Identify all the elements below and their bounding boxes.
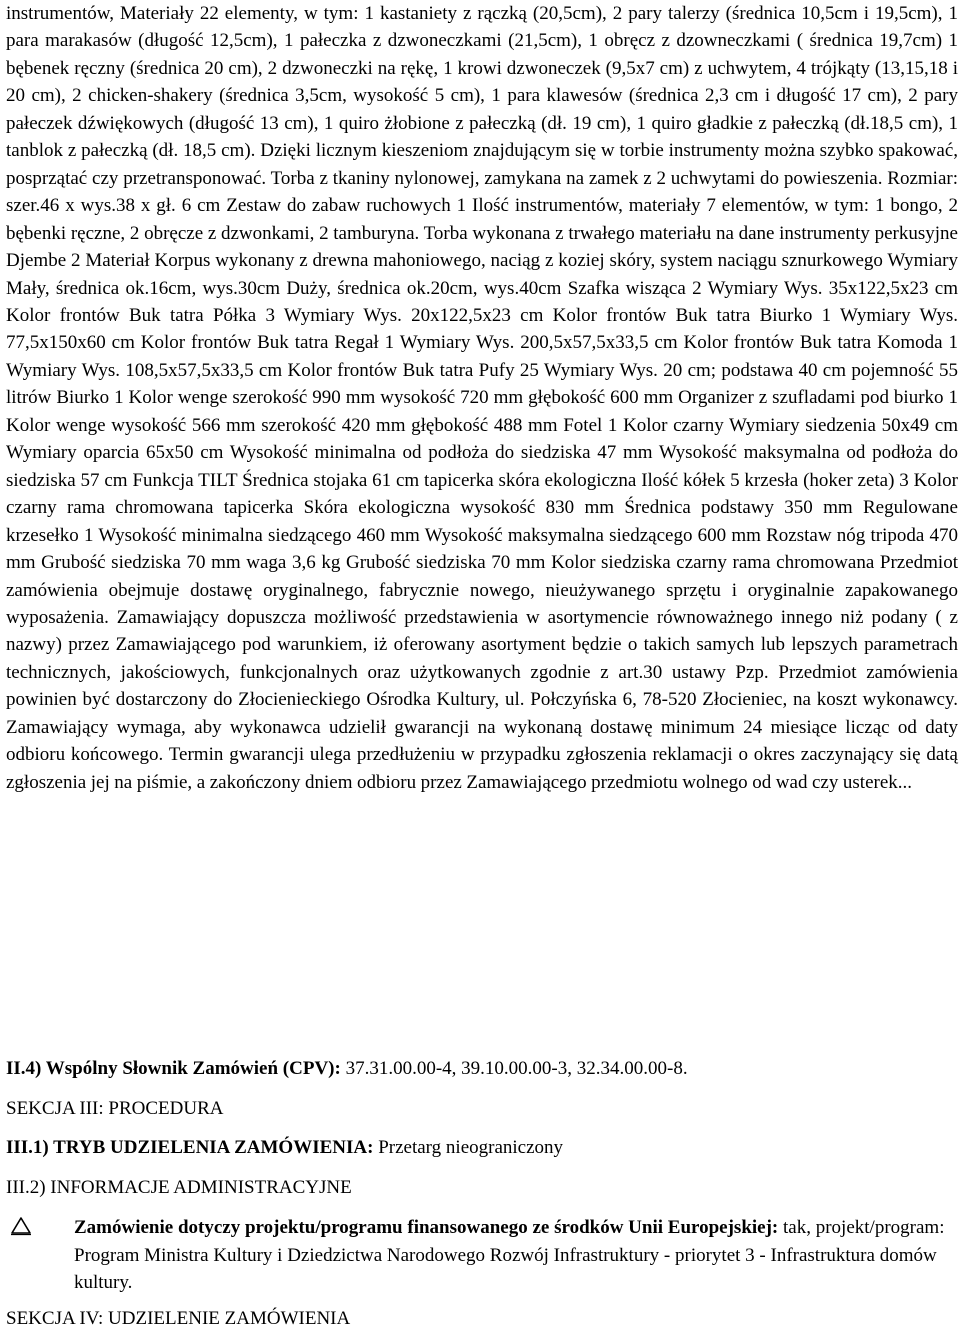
procedure-mode-value: Przetarg nieograniczony [373,1137,564,1158]
order-description-paragraph: instrumentów, Materiały 22 elementy, w tym: 1 kastaniety z rączką (20,5cm), 2 pary talerzy (średnica 10,5cm i 19,5cm), 1 para marakasów (długość 12,5cm), 1 pałeczka z dzwoneczkami (21,5cm), 1 obręcz z dzowneczkami ( średnica 19,7cm) 1 bębenek ręczny (średnica 20 cm), 2 dzwoneczki na rękę, 1 krowi dzwoneczek (9,5x7 cm) z uchwytem, 4 trójkąty (13,15,18 i 20 cm), 2 chicken-shakery (średnica 3,5cm, wysokość 5 cm), 1 para klawesów (średnica 2,3 cm i długość 17 cm), 2 pary pałeczek dźwiękowych (długość 13 cm), 1 quiro żłobione z pałeczką (dł. 19 cm), 1 quiro gładkie z pałeczką (dł.18,5 cm), 1 tanblok z pałeczką (dł. 18,5 cm). Dzięki licznym kieszeniom znajdującym się w torbie instrumenty można szybko spakować, posprzątać czy przetransponować. Torba z tkaniny nylonowej, zamykana na zamek z 2 uchwytami do powieszenia. Rozmiar: szer.46 x wys.38 x gł. 6 cm Zestaw do zabaw ruchowych 1 Ilość instrumentów, materiały 7 elementów, w tym: 1 bongo, 2 bębenki ręczne, 2 obręcze z dzwonkami, 2 tamburyna. Torba wykonana z trwałego materiału na dane instrumenty perkusyjne Djembe 2 Materiał Korpus wykonany z drewna mahoniowego, naciąg z koziej skóry, system naciągu sznurkowego Wymiary Mały, średnica ok.16cm, wys.30cm Duży, średnica ok.20cm, wys.40cm Szafka wisząca 2 Wymiary Wys. 35x122,5x23 cm Kolor frontów Buk tatra Półka 3 Wymiary Wys. 20x122,5x23 cm Kolor frontów Buk tatra Biurko 1 Wymiary Wys. 77,5x150x60 cm Kolor frontów Buk tatra Regał 1 Wymiary Wys. 200,5x57,5x33,5 cm Kolor frontów Buk tatra Komoda 1 Wymiary Wys. 108,5x57,5x33,5 cm Kolor frontów Buk tatra Pufy 25 Wymiary Wys. 20 cm; podstawa 40 cm pojemność 55 litrów Biurko 1 Kolor wenge szerokość 990 mm wysokość 720 mm głębokość 600 mm Organizer z szufladami pod biurko 1 Kolor wenge wysokość 566 mm szerokość 420 mm głębokość 488 mm Fotel 1 Kolor czarny Wymiary siedzenia 50x49 cm Wymiary oparcia 65x50 cm Wysokość minimalna od podłoża do siedziska 47 mm Wysokość maksymalna od podłoża do siedziska 57 cm Funkcja TILT Średnica stojaka 61 cm tapicerka skóra ekologiczna Ilość kółek 5 krzesła (hoker zeta) 3 Kolor czarny rama chromowana tapicerka Skóra ekologiczna wysokość 830 mm Średnica podstawy 350 mm Regulowane krzesełko 1 Wysokość minimalna siedzącego 460 mm Wysokość maksymalna siedzącego 600 mm Rozstaw nóg tripoda 470 mm Grubość siedziska 70 mm waga 3,6 kg Grubość siedziska 70 mm Kolor siedziska czarny rama chromowana Przedmiot zamówienia obejmuje dostawę oryginalnego, fabrycznie nowego, nieużywanego sprzętu i oryginalnie zapakowanego wyposażenia. Zamawiający dopuszcza możliwość przedstawienia w asortymencie równoważnego innego niż podany ( z nazwy) przez Zamawiającego pod warunkiem, iż oferowany asortyment będzie o takich samych lub lepszych parametrach technicznych, jakościowych, funkcjonalnych oraz użytkowanych zgodnie z art.30 ustawy Pzp. Przedmiot zamówienia powinien być dostarczony do Złocienieckiego Ośrodka Kultury, ul. Połczyńska 6, 78-520 Złocieniec, na koszt wykonawcy. Zamawiający wymaga, aby wykonawca udzielił gwarancji na wykonaną dostawę minimum 24 miesiące licząc od daty odbioru końcowego. Termin gwarancji ulega przedłużeniu w przypadku zgłoszenia reklamacji o okres zaczynający się datą zgłoszenia jej na piśmie, a zakończony dniem odbioru przez Zamawiającego przedmiotu wolnego od wad czy usterek... [6,3,958,793]
document-page [6,0,958,1329]
eu-funding-value: tak, projekt/program: Program Ministra Kultury i Dziedzictwa Narodowego Rozwój Infrastruktury - priorytet 3 - Infrastruktura domów kultury. [74,1217,945,1293]
section-4-title: SEKCJA IV: UDZIELENIE ZAMÓWIENIA [6,1308,351,1329]
procedure-mode-line [6,1136,563,1160]
cpv-line [6,1057,688,1081]
triangle-bullet-icon [10,1216,32,1236]
administrative-info-title: III.2) INFORMACJE ADMINISTRACYJNE [6,1177,352,1198]
eu-funding-text [74,1214,958,1297]
section-3-title: SEKCJA III: PROCEDURA [6,1098,224,1119]
eu-funding-label: Zamówienie dotyczy projektu/programu finansowanego ze środków Unii Europejskiej: [74,1217,779,1238]
procedure-mode-label: III.1) TRYB UDZIELENIA ZAMÓWIENIA: [6,1137,374,1158]
cpv-value: 37.31.00.00-4, 39.10.00.00-3, 32.34.00.00-8. [340,1058,688,1079]
eu-funding-item [6,1214,958,1297]
cpv-label: II.4) Wspólny Słownik Zamówień (CPV): [6,1058,341,1079]
